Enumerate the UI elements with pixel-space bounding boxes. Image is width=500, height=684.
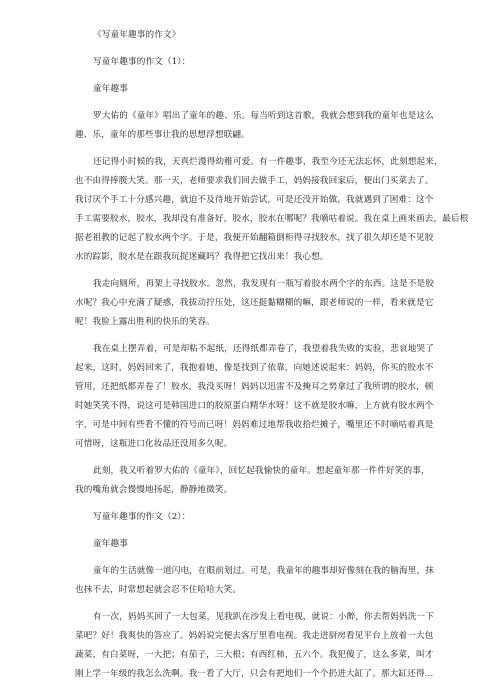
text-line: 起来，这时，妈妈回来了，我抱着她，像是找到了依靠，向她述说起来：妈妈，你买的胶水不 bbox=[75, 363, 434, 373]
text-line: 也抹不去，时常想起就会忍不住哈哈大笑。 bbox=[75, 585, 242, 595]
text-line: 水呢？我心中充满了疑惑，我拔动拧压处，这还挺黏糊糊的嘛，跟老师说的一样，看来就是它 bbox=[75, 298, 434, 308]
essay-1-heading: 写童年趣事的作文（1）： bbox=[93, 57, 191, 67]
essay-1-paragraph-5 bbox=[75, 462, 440, 500]
text-line: 字，可是中间有些看不懂的符号而已呀！妈妈难过地帮我收拾烂摊子，嘴里还不时嘀咕着真是 bbox=[75, 420, 434, 430]
text-line: 蔬菜，有白菜呀，一大把；有茄子，三大根；有西红柿，五六个。我犯傻了，这么多菜，叫才 bbox=[75, 650, 434, 660]
text-line: 有一次，妈妈买回了一大包菜，见我趴在沙发上看电视，就说：小醉，你去帮妈妈洗一下 bbox=[93, 612, 435, 622]
text-line: 水的踪影，胶水是在跟我玩捉迷藏吗？我得把它找出来！我心想。 bbox=[75, 252, 329, 262]
essay-2-heading: 写童年趣事的作文（2）： bbox=[93, 512, 191, 522]
essay-1-subheading: 童年趣事 bbox=[93, 84, 128, 94]
text-line: 呢！我脸上露出胜利的快乐的笑容。 bbox=[75, 317, 215, 327]
text-line: 罗大佑的《童年》唱出了童年的趣、乐。每当听到这首歌，我就会想到我的童年也是这么 bbox=[93, 111, 435, 121]
text-line: 据老祖教的记起了胶水两个字。于是，我便开始翻箱倒柜得寻找胶水，找了很久却还是不见胶 bbox=[75, 233, 434, 243]
text-line: 也不由得捧腹大笑。那一天，老师要求我们回去做手工，妈妈接我回家后，便出门买菜去了。 bbox=[75, 176, 434, 186]
essay-2-subheading: 童年趣事 bbox=[93, 539, 128, 549]
text-line: 可惜呀，这瓶进口化妆品还没用多久呢。 bbox=[75, 439, 233, 449]
essay-1-paragraph-4 bbox=[75, 340, 440, 454]
text-line: 刚上学一年级的我怎么洗啊。我一看了大厅，只会有把地们一个个扔进大缸了。那大缸还得... bbox=[75, 669, 434, 679]
text-line: 管用，还把纸都弄卷了！胶水，我没买呀！妈妈以迅雷不及掩耳之势拿过了我所谓的胶水，顿 bbox=[75, 382, 434, 392]
essay-2-paragraph-2 bbox=[75, 608, 440, 684]
essay-2-paragraph-1 bbox=[75, 562, 440, 600]
document-title: 《写童年趣事的作文》 bbox=[93, 30, 181, 40]
essay-1-paragraph-3 bbox=[75, 275, 440, 332]
essay-1-paragraph-2 bbox=[75, 153, 469, 267]
text-line: 还记得小时候的我，天真烂漫得幼稚可爱。有一件趣事，我至今还无法忘怀，此刻想起来， bbox=[93, 157, 443, 167]
text-line: 手工需要胶水，胶水，我却没有准备好，胶水，胶水在哪呢？我嘀咕着说。我在桌上画来画去，最后根 bbox=[75, 214, 469, 224]
text-line: 我讨厌个手工十分感兴趣，就迫不及待地开始尝试，可是还没开始做，我就遇到了困难：这个 bbox=[75, 195, 434, 205]
text-line: 童年的生活就像一道闪电，在眼前划过。可是，我童年的趣事却好像刻在我的脑海里，抹 bbox=[93, 566, 435, 576]
text-line: 此刻，我又听着罗大佑的《童年》，回忆起我愉快的童年。想起童年那一件件好笑的事， bbox=[93, 466, 430, 476]
text-line: 菜吧？好！我爽快的答应了。妈妈说完便去客厅里看电视。我走进厨房看见平台上放着一大包 bbox=[75, 631, 434, 641]
text-line: 我的嘴角就会慢慢地扬起，静静地微笑。 bbox=[75, 485, 233, 495]
text-line: 时她笑笑不得，说这可是韩国进口的胶原蛋白精华水呀！这不就是胶水嘛，上方就有胶水两个 bbox=[75, 401, 434, 411]
text-line: 我在桌上摆弄着，可是却粘不起纸，还得纸都弄卷了，我望着我失败的实验，悲哀地哭了 bbox=[93, 344, 435, 354]
text-line: 我走向厕所，再架上寻找胶水。忽然，我发现有一瓶写着胶水两个字的东西。这是不是胶 bbox=[93, 279, 435, 289]
essay-1-paragraph-1 bbox=[75, 107, 440, 145]
text-line: 趣、乐，童年的那些事让我的思想浮想联翩。 bbox=[75, 130, 250, 140]
